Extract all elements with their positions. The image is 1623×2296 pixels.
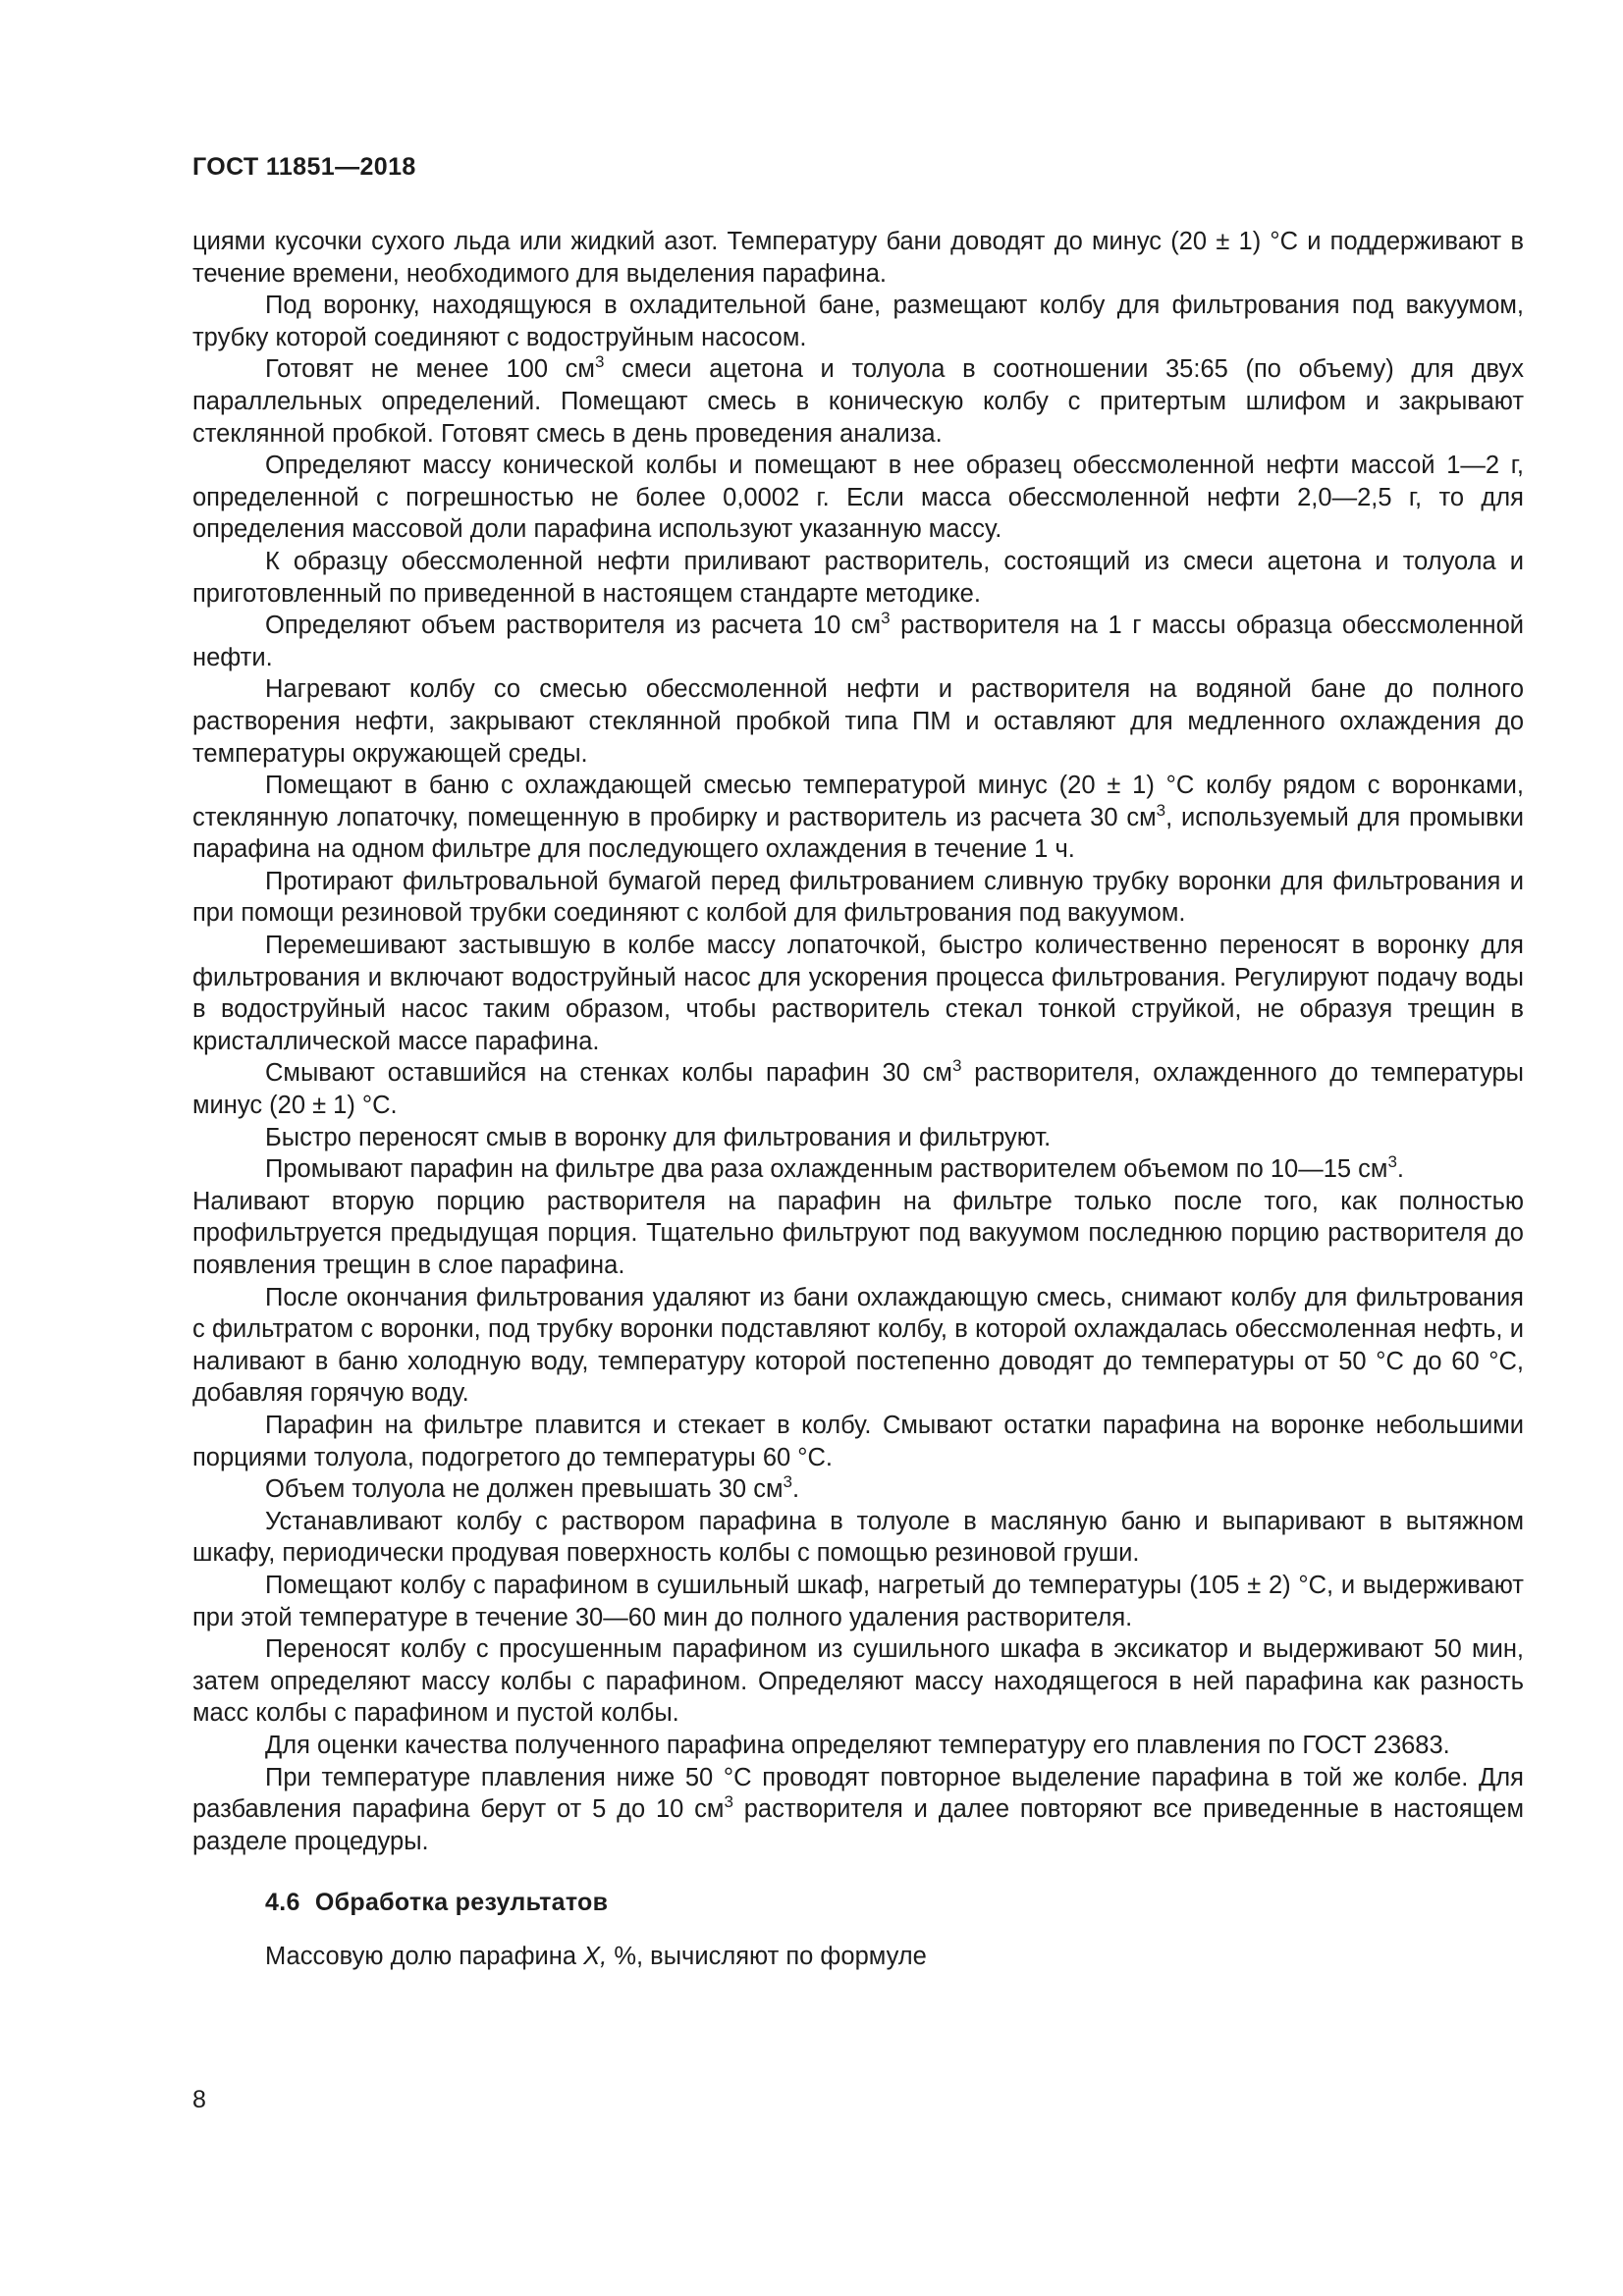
paragraph: При температуре плавления ниже 50 °С проводят повторное выделение парафина в той же колбе. Для разбавления парафина берут от 5 до 10 $см^3$ растворителя и далее повторяют все приведенные в настоящем разделе процедуры.	[192, 1763, 1525, 1855]
document-header: ГОСТ 11851—2018	[192, 153, 416, 181]
paragraph: Перемешивают застывшую в колбе массу лопаточкой, быстро количественно переносят в воронку для фильтрования и включают водоструйный насос для ускорения процесса фильтрования. Регулируют подачу воды в водоструйный насос таким образом, чтобы растворитель стекал тонкой струйкой, не образуя трещин в кристаллической массе парафина.	[192, 932, 1524, 1055]
paragraph: Переносят колбу с просушенным парафином из сушильного шкафа в эксикатор и выдерживают 50 мин, затем определяют массу колбы с парафином. Определяют массу находящегося в ней парафина как разность масс колбы с парафином и пустой колбы.	[192, 1635, 1524, 1728]
paragraph: Определяют объем растворителя из расчета 10 $см^3$ растворителя на 1 г массы образца обессмоленной нефти.	[192, 609, 1524, 671]
paragraph: Объем толуола не должен превышать 30 $см^3$.	[265, 1472, 800, 1504]
paragraph: Нагревают колбу со смесью обессмоленной нефти и растворителя на водяной бане до полного растворения нефти, закрывают стеклянной пробкой типа ПМ и оставляют для медленного охлаждения до температуры окружающей среды.	[192, 675, 1524, 768]
section-heading	[265, 1887, 1524, 1919]
formula-intro: Массовую долю парафина X, %, вычисляют по формуле	[265, 1942, 927, 1970]
paragraph: После окончания фильтрования удаляют из бани охлаждающую смесь, снимают колбу для фильтрования с фильтратом с воронки, под трубку воронки подставляют колбу, в которой охлаждалась обессмоленная нефть, и наливают в баню холодную воду, температуру которой постепенно доводят до температуры от 50 °С до 60 °С, добавляя горячую воду.	[192, 1283, 1524, 1408]
superscript: 3	[1387, 1152, 1397, 1172]
paragraph: Парафин на фильтре плавится и стекает в колбу. Смывают остатки парафина на воронке небольшими порциями толуола, подогретого до температуры 60 °С.	[192, 1411, 1524, 1471]
paragraph: Быстро переносят смыв в воронку для фильтрования и фильтруют.	[265, 1123, 1052, 1151]
superscript: 3	[881, 609, 891, 628]
document-body	[192, 226, 1524, 1972]
paragraph: Для оценки качества полученного парафина определяют температуру его плавления по ГОСТ 23683.	[265, 1731, 1450, 1759]
paragraph: Под воронку, находящуюся в охладительной бане, размещают колбу для фильтрования под вакуумом, трубку которой соединяют с водоструйным насосом.	[192, 292, 1524, 351]
section-title: Обработка результатов	[314, 1889, 609, 1917]
superscript: 3	[783, 1472, 792, 1492]
superscript: 3	[1156, 800, 1166, 820]
paragraph: Помещают колбу с парафином в сушильный шкаф, нагретый до температуры (105 ± 2) °С, и выдерживают при этой температуре в течение 30—60 мин до полного удаления растворителя.	[192, 1571, 1524, 1631]
paragraph: циями кусочки сухого льда или жидкий азот. Температуру бани доводят до минус (20 ± 1) °С и поддерживают в течение времени, необходимого для выделения парафина.	[192, 228, 1524, 288]
paragraph: Промывают парафин на фильтре два раза охлажденным растворителем объемом по 10—15 $см^3$.	[265, 1152, 1405, 1184]
paragraph: Определяют массу конической колбы и помещают в нее образец обессмоленной нефти массой 1—2 г, определенной с погрешностью не более 0,0002 г. Если масса обессмоленной нефти 2,0—2,5 г, то для определения массовой доли парафина используют указанную массу.	[192, 452, 1524, 544]
section-number: 4.6	[265, 1889, 300, 1917]
paragraph: Устанавливают колбу с раствором парафина в толуоле в масляную баню и выпаривают в вытяжном шкафу, периодически продувая поверхность колбы с помощью резиновой груши.	[192, 1507, 1524, 1568]
superscript: 3	[724, 1792, 733, 1812]
superscript: 3	[594, 352, 605, 372]
paragraph: Готовят не менее 100 $см^3$ смеси ацетона и толуола в соотношении 35:65 (по объему) для двух параллельных определений. Помещают смесь в коническую колбу с притертым шлифом и закрывают стеклянной пробкой. Готовят смесь в день проведения анализа.	[192, 352, 1524, 448]
paragraph: К образцу обессмоленной нефти приливают растворитель, состоящий из смеси ацетона и толуола и приготовленный по приведенной в настоящем стандарте методике.	[192, 547, 1524, 608]
page-number: 8	[192, 2086, 206, 2113]
superscript: 3	[951, 1056, 962, 1076]
paragraph: Наливают вторую порцию растворителя на парафин на фильтре только после того, как полностью профильтруется предыдущая порция. Тщательно фильтруют под вакуумом последнюю порцию растворителя до появления трещин в слое парафина.	[192, 1187, 1524, 1279]
paragraph: Помещают в баню с охлаждающей смесью температурой минус (20 ± 1) °С колбу рядом с воронками, стеклянную лопаточку, помещенную в пробирку и растворитель из расчета 30 $см^3$, используемый для промывки парафина на одном фильтре для последующего охлаждения в течение 1 ч.	[192, 772, 1524, 864]
variable: X,	[583, 1942, 608, 1970]
paragraph: Смывают оставшийся на стенках колбы парафин 30 $см^3$ растворителя, охлажденного до температуры минус (20 ± 1) °С.	[192, 1056, 1524, 1120]
paragraph: Протирают фильтровальной бумагой перед фильтрованием сливную трубку воронки для фильтрования и при помощи резиновой трубки соединяют с колбой для фильтрования под вакуумом.	[192, 867, 1524, 928]
